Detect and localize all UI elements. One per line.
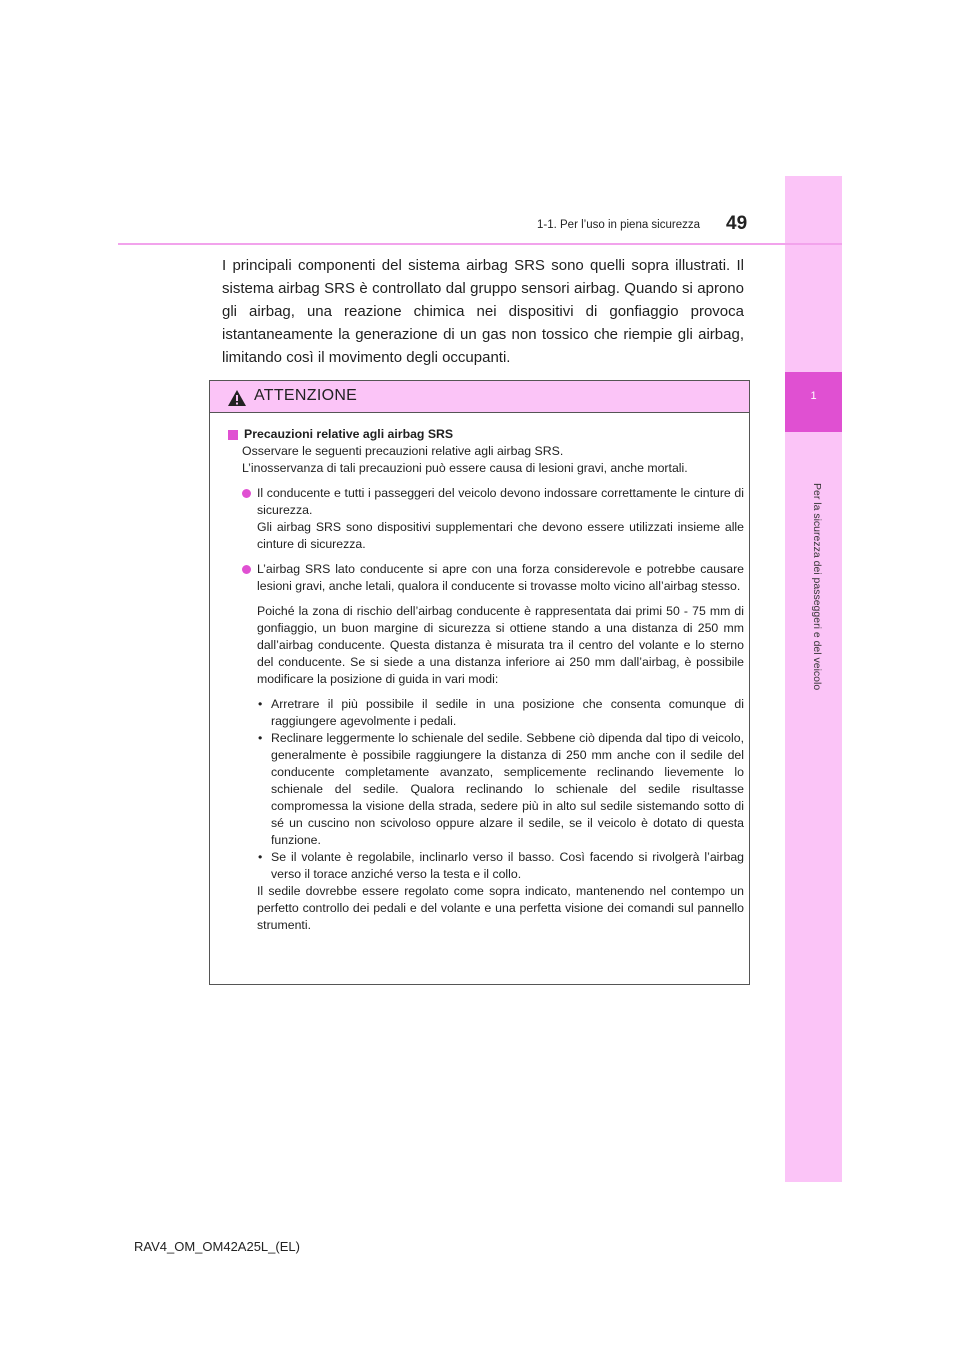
- square-bullet-icon: [228, 430, 238, 440]
- circle-bullet-icon: [242, 489, 251, 498]
- warning-intro-line: L’inosservanza di tali precauzioni può essere causa di lesioni gravi, anche mortali.: [242, 461, 688, 475]
- list-item: Il conducente e tutti i passeggeri del veicolo devono indossare correttamente le cinture di sicurezza. Gli airbag SRS sono dispositivi supplementari che devono essere utilizzati insieme alle cinture di sicurezza.: [242, 485, 744, 553]
- chapter-number: 1: [785, 372, 842, 432]
- list-item: • Se il volante è regolabile, inclinarlo verso il basso. Così facendo si rivolgerà l’airbag verso il torace anziché verso la testa e il collo.: [258, 850, 744, 881]
- circle-bullet-icon: [242, 565, 251, 574]
- chapter-label: Per la sicurezza dei passeggeri e del veicolo: [811, 483, 823, 691]
- warning-box: [209, 380, 750, 985]
- page-number: 49: [726, 213, 748, 234]
- header-divider: [118, 243, 842, 245]
- warning-body: [228, 426, 744, 934]
- closing-paragraph: Il sedile dovrebbe essere regolato come sopra indicato, mantenendo nel contempo un perfetto controllo dei pedali e del volante e una perfetta visione dei comandi sul pannello strumenti.: [257, 884, 744, 932]
- warning-header: [210, 381, 749, 413]
- list-item: • Reclinare leggermente lo schienale del sedile. Sebbene ciò dipenda dal tipo di veicolo, generalmente è possibile raggiungere la distanza di 250 mm anche con il sedile del conducente completamente avanzato, semplicemente reclinando lievemente lo schienale del sedile. Qualora reclinando lo schienale del sedile risultasse compromessa la visione della strada, sedere più in alto sul sedile sistemando sotto di sé un cuscino non scivoloso oppure alzare il sedile, se il veicolo è dotato di questa funzione.: [258, 731, 744, 847]
- intro-paragraph: I principali componenti del sistema airbag SRS sono quelli sopra illustrati. Il sistema airbag SRS è controllato dal gruppo sensori airbag. Quando si aprono gli airbag, una reazione chimica nei dispositivi di gonfiaggio provoca istantaneamente la generazione di un gas non tossico che riempie gli airbag, limitando così il movimento degli occupanti.: [222, 257, 744, 366]
- warning-intro-line: Osservare le seguenti precauzioni relative agli airbag SRS.: [242, 444, 564, 458]
- warning-triangle-icon: [227, 389, 247, 407]
- distance-paragraph: Poiché la zona di rischio dell’airbag conducente è rappresentata dai primi 50 - 75 mm di gonfiaggio, un buon margine di sicurezza si ottiene stando a una distanza di 250 mm dall’airbag conducente. Questa distanza è misurata tra il centro del volante e lo sterno del conducente. Se si siede a una distanza inferiore ai 250 mm dall’airbag, è possibile modificare la posizione di guida in vari modi:: [257, 604, 744, 686]
- warning-subheading: Precauzioni relative agli airbag SRS: [228, 426, 744, 443]
- section-title: 1-1. Per l’uso in piena sicurezza: [537, 219, 700, 231]
- document-code: RAV4_OM_OM42A25L_(EL): [134, 1239, 300, 1254]
- warning-title: ATTENZIONE: [254, 387, 358, 404]
- list-item: • Arretrare il più possibile il sedile in una posizione che consenta comunque di raggiungere agevolmente i pedali.: [258, 697, 744, 728]
- list-item: L’airbag SRS lato conducente si apre con una forza considerevole e potrebbe causare lesioni gravi, anche letali, qualora il conducente si trovasse molto vicino all’airbag stesso.: [242, 561, 744, 595]
